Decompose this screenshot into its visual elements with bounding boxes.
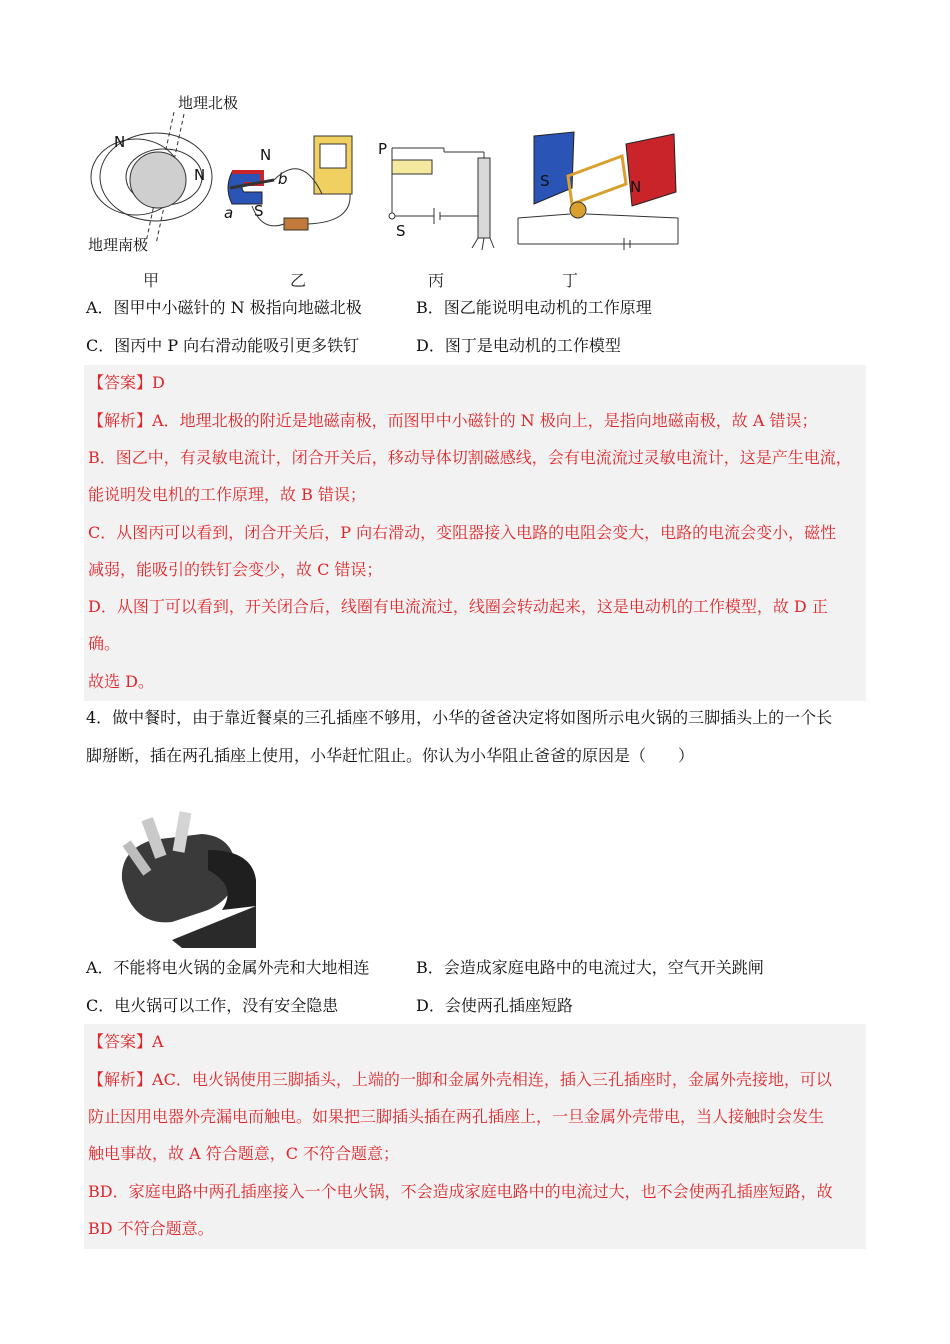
q3-answer-value: D (152, 373, 165, 392)
q3-analysis-line-3: 能说明发电机的工作原理，故 B 错误； (88, 485, 366, 504)
q4-option-a: A．不能将电火锅的金属外壳和大地相连 (86, 958, 370, 977)
q4-answer-value: A (152, 1032, 164, 1051)
label-geo-south: 地理南极 (88, 236, 149, 254)
caption-jia: 甲 (143, 271, 160, 290)
label-needle-n-right: N (194, 166, 206, 184)
label-needle-n-left: N (114, 133, 126, 151)
q4-stem-line-1: 4．做中餐时，由于靠近餐桌的三孔插座不够用，小华的爸爸决定将如图所示电火锅的三脚插头上的一个长 (86, 708, 833, 727)
figure-ding (514, 128, 682, 250)
q4-answer-tag: 【答案】 (88, 1032, 153, 1051)
label-yi-a: a (224, 204, 234, 222)
q4-analysis-text-1: AC．电火锅使用三脚插头，上端的一脚和金属外壳相连，插入三孔插座时，金属外壳接地，可以 (152, 1070, 832, 1089)
caption-ding: 丁 (562, 271, 579, 290)
caption-bing: 丙 (428, 271, 445, 290)
label-yi-b: b (278, 170, 288, 188)
q4-analysis-line-4: BD．家庭电路中两孔插座接入一个电火锅，不会造成家庭电路中的电流过大，也不会使两孔插座短路，故 (88, 1182, 833, 1201)
q3-analysis-line-7: 确。 (88, 634, 121, 653)
q4-analysis-line-2: 防止因用电器外壳漏电而触电。如果把三脚插头插在两孔插座上，一旦金属外壳带电，当人接触时会发生 (88, 1107, 825, 1126)
figure-jia (86, 92, 239, 262)
q4-analysis-line-5: BD 不符合题意。 (88, 1219, 214, 1238)
q4-analysis-tag: 【解析】 (88, 1070, 153, 1089)
q3-answer-box (84, 365, 866, 701)
q4-answer (88, 1031, 164, 1053)
label-bing-p: P (378, 140, 388, 158)
q4-analysis-line-1 (88, 1069, 832, 1091)
figure-yi (222, 132, 362, 242)
q3-option-d: D．图丁是电动机的工作模型 (416, 336, 621, 355)
q4-stem-line-2: 脚掰断，插在两孔插座上使用，小华赶忙阻止。你认为小华阻止爸爸的原因是（ ） (86, 746, 695, 765)
q3-analysis-text-1: A．地理北极的附近是地磁南极，而图甲中小磁针的 N 极向上，是指向地磁南极，故 A 错误； (152, 411, 818, 430)
q3-analysis-tag: 【解析】 (88, 411, 153, 430)
q3-answer-tag: 【答案】 (88, 373, 153, 392)
figure-bing (374, 138, 514, 253)
label-bing-s: S (396, 222, 406, 240)
label-geo-north: 地理北极 (178, 94, 239, 112)
q3-option-a: A．图甲中小磁针的 N 极指向地磁北极 (86, 298, 362, 317)
q3-answer (88, 372, 165, 394)
q4-option-c: C．电火锅可以工作，没有安全隐患 (86, 996, 339, 1015)
three-pin-plug-image (112, 810, 256, 948)
q3-analysis-line-6: D．从图丁可以看到，开关闭合后，线圈有电流流过，线圈会转动起来，这是电动机的工作模型，故 D 正 (88, 597, 828, 616)
q3-analysis-line-5: 减弱，能吸引的铁钉会变少，故 C 错误； (88, 560, 383, 579)
label-ding-s: S (540, 172, 550, 190)
q4-option-b: B．会造成家庭电路中的电流过大，空气开关跳闸 (416, 958, 764, 977)
q3-option-c: C．图丙中 P 向右滑动能吸引更多铁钉 (86, 336, 360, 355)
caption-yi: 乙 (290, 271, 307, 290)
q3-analysis-line-1 (88, 410, 817, 432)
q3-analysis-line-2: B．图乙中，有灵敏电流计，闭合开关后，移动导体切割磁感线，会有电流流过灵敏电流计，这是产生电流， (88, 448, 852, 467)
label-ding-n: N (630, 178, 642, 196)
q3-analysis-line-8: 故选 D。 (88, 672, 154, 691)
q4-analysis-line-3: 触电事故，故 A 符合题意，C 不符合题意； (88, 1144, 400, 1163)
q4-answer-box (84, 1024, 866, 1249)
q3-option-b: B．图乙能说明电动机的工作原理 (416, 298, 652, 317)
label-yi-n: N (260, 146, 272, 164)
q3-analysis-line-4: C．从图丙可以看到，闭合开关后，P 向右滑动，变阻器接入电路的电阻会变大，电路的电流会变小，磁性 (88, 523, 837, 542)
label-yi-s: S (254, 202, 264, 220)
q4-option-d: D．会使两孔插座短路 (416, 996, 573, 1015)
